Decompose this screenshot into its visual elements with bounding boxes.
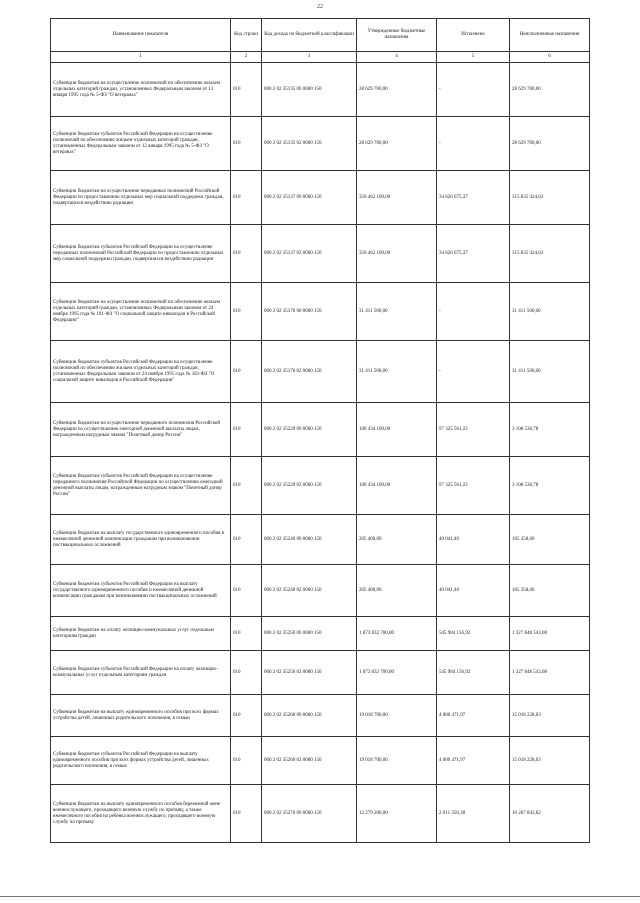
- executed-amount: -: [437, 283, 510, 341]
- income-code: 000 2 02 35240 02 0000 150: [262, 565, 357, 617]
- line-code: 010: [231, 565, 262, 617]
- line-code: 010: [231, 785, 262, 843]
- approved-amount: 350 462 100,00: [357, 225, 437, 283]
- executed-amount: 97 325 561,22: [437, 457, 510, 515]
- approved-amount: 19 018 700,00: [357, 737, 437, 785]
- approved-amount: 100 434 100,00: [357, 457, 437, 515]
- approved-amount: 350 462 100,00: [357, 171, 437, 225]
- line-code: 010: [231, 695, 262, 737]
- indicator-name: Субвенции бюджетам на оплату жилищно-коммунальных услуг отдельным категориям граждан: [51, 617, 231, 651]
- unexecuted-amount: 165 358,60: [510, 565, 590, 617]
- income-code: 000 2 02 35135 00 0000 150: [262, 63, 357, 117]
- approved-amount: 205 400,00: [357, 565, 437, 617]
- income-code: 000 2 02 35250 00 0000 150: [262, 617, 357, 651]
- income-code: 000 2 02 35137 02 0000 150: [262, 225, 357, 283]
- indicator-name: Субвенции бюджетам на выплату единовременного пособия при всех формах устройства детей, лишенных родительского попечения, в семью: [51, 695, 231, 737]
- income-code: 000 2 02 35176 00 0000 150: [262, 283, 357, 341]
- income-code: 000 2 02 35137 00 0000 150: [262, 171, 357, 225]
- approved-amount: 12 279 200,00: [357, 785, 437, 843]
- approved-amount: 1 873 832 700,00: [357, 651, 437, 695]
- column-number: 6: [510, 52, 590, 63]
- executed-amount: -: [437, 341, 510, 403]
- unexecuted-amount: 10 267 843,62: [510, 785, 590, 843]
- table-row: [51, 785, 590, 843]
- column-number: 2: [231, 52, 262, 63]
- executed-amount: -: [437, 117, 510, 171]
- executed-amount: 40 041,40: [437, 565, 510, 617]
- line-code: 010: [231, 737, 262, 785]
- line-code: 010: [231, 403, 262, 457]
- column-number: 5: [437, 52, 510, 63]
- unexecuted-amount: 28 629 700,00: [510, 117, 590, 171]
- unexecuted-amount: 31 411 500,00: [510, 283, 590, 341]
- table-row: [51, 737, 590, 785]
- executed-amount: 34 626 675,37: [437, 225, 510, 283]
- table-row: [51, 617, 590, 651]
- table-header-row: [51, 19, 590, 52]
- header-unexecuted: Неисполненные назначения: [510, 19, 590, 52]
- table-row: [51, 225, 590, 283]
- indicator-name: Субвенции бюджетам на осуществление полномочий по обеспечению жильем отдельных категорий граждан, установленных Федеральным законом от 12 января 1995 года № 5-ФЗ "О ветеранах": [51, 63, 231, 117]
- unexecuted-amount: 1 327 848 543,08: [510, 651, 590, 695]
- indicator-name: Субвенции бюджетам на осуществление полномочий по обеспечению жильем отдельных категорий граждан, установленных Федеральным законом от 24 ноября 1995 года № 181-ФЗ "О социальной защите инвалидов в Российской Федерации": [51, 283, 231, 341]
- table-row: [51, 341, 590, 403]
- income-code: 000 2 02 35240 00 0000 150: [262, 515, 357, 565]
- indicator-name: Субвенции бюджетам на выплату государственного единовременного пособия и ежемесячной денежной компенсации гражданам при возникновении поствакцинальных осложнений: [51, 515, 231, 565]
- table-row: [51, 283, 590, 341]
- unexecuted-amount: 315 835 424,63: [510, 171, 590, 225]
- income-code: 000 2 02 35260 02 0000 150: [262, 737, 357, 785]
- header-approved: Утвержденные бюджетные назначения: [357, 19, 437, 52]
- income-code: 000 2 02 35220 00 0000 150: [262, 403, 357, 457]
- executed-amount: 545 984 156,92: [437, 651, 510, 695]
- indicator-name: Субвенции бюджетам субъектов Российской Федерации на осуществление переданного полномочия Российской Федерации по осуществлению ежегодной денежной выплаты лицам, награжденным нагрудным знаком "Почетный донор России": [51, 457, 231, 515]
- executed-amount: 4 000 471,97: [437, 695, 510, 737]
- unexecuted-amount: 3 108 538,78: [510, 403, 590, 457]
- table-row: [51, 565, 590, 617]
- indicator-name: Субвенции бюджетам субъектов Российской Федерации на оплату жилищно-коммунальных услуг отдельным категориям граждан: [51, 651, 231, 695]
- income-code: 000 2 02 35176 02 0000 150: [262, 341, 357, 403]
- line-code: 010: [231, 651, 262, 695]
- table-row: [51, 515, 590, 565]
- line-code: 010: [231, 457, 262, 515]
- unexecuted-amount: 315 835 424,63: [510, 225, 590, 283]
- table-row: [51, 695, 590, 737]
- income-code: 000 2 02 35250 02 0000 150: [262, 651, 357, 695]
- table-row: [51, 117, 590, 171]
- executed-amount: 34 626 675,37: [437, 171, 510, 225]
- approved-amount: 31 411 500,00: [357, 283, 437, 341]
- income-code: 000 2 02 35270 00 0000 150: [262, 785, 357, 843]
- indicator-name: Субвенции бюджетам на выплату единовременного пособия беременной жене военнослужащего, проходящего военную службу по призыву, а также ежемесячного пособия на ребенка военнослужащего, проходящего военную службу по призыву: [51, 785, 231, 843]
- unexecuted-amount: 3 108 538,78: [510, 457, 590, 515]
- approved-amount: 100 434 100,00: [357, 403, 437, 457]
- approved-amount: 1 873 832 700,00: [357, 617, 437, 651]
- executed-amount: 2 011 356,38: [437, 785, 510, 843]
- table-row: [51, 403, 590, 457]
- income-code: 000 2 02 35260 00 0000 150: [262, 695, 357, 737]
- header-line-code: Код строки: [231, 19, 262, 52]
- table-row: [51, 63, 590, 117]
- executed-amount: 97 325 561,22: [437, 403, 510, 457]
- table-row: [51, 651, 590, 695]
- line-code: 010: [231, 225, 262, 283]
- line-code: 010: [231, 171, 262, 225]
- header-executed: Исполнено: [437, 19, 510, 52]
- unexecuted-amount: 15 018 228,03: [510, 737, 590, 785]
- line-code: 010: [231, 283, 262, 341]
- income-code: 000 2 02 35135 02 0000 150: [262, 117, 357, 171]
- line-code: 010: [231, 617, 262, 651]
- indicator-name: Субвенции бюджетам субъектов Российской Федерации на осуществление полномочий по обеспечению жильем отдельных категорий граждан, установленных Федеральным законом от 12 января 1995 года № 5-ФЗ "О ветеранах": [51, 117, 231, 171]
- page-number: 22: [317, 4, 323, 10]
- unexecuted-amount: 1 327 848 543,08: [510, 617, 590, 651]
- indicator-name: Субвенции бюджетам на осуществление переданных полномочий Российской Федерации по предоставлению отдельных мер социальной поддержки граждан, подвергшихся воздействию радиации: [51, 171, 231, 225]
- indicator-name: Субвенции бюджетам субъектов Российской Федерации на осуществление переданных полномочий Российской Федерации по предоставлению отдельных мер социальной поддержки граждан, подвергшихся воздействию радиации: [51, 225, 231, 283]
- header-indicator-name: Наименование показателя: [51, 19, 231, 52]
- column-number: 3: [262, 52, 357, 63]
- indicator-name: Субвенции бюджетам на осуществление переданного полномочия Российской Федерации по осуществлению ежегодной денежной выплаты лицам, награжденным нагрудным знаком "Почетный донор России": [51, 403, 231, 457]
- line-code: 010: [231, 63, 262, 117]
- column-number: 4: [357, 52, 437, 63]
- page-bottom-rule: [0, 896, 640, 897]
- table-row: [51, 171, 590, 225]
- budget-execution-table: [50, 18, 590, 843]
- unexecuted-amount: 28 629 700,00: [510, 63, 590, 117]
- approved-amount: 31 411 500,00: [357, 341, 437, 403]
- approved-amount: 28 629 700,00: [357, 63, 437, 117]
- executed-amount: 545 984 156,92: [437, 617, 510, 651]
- line-code: 010: [231, 117, 262, 171]
- executed-amount: 4 000 471,97: [437, 737, 510, 785]
- executed-amount: 40 041,40: [437, 515, 510, 565]
- income-code: 000 2 02 35220 02 0000 150: [262, 457, 357, 515]
- unexecuted-amount: 31 411 500,00: [510, 341, 590, 403]
- indicator-name: Субвенции бюджетам субъектов Российской Федерации на выплату государственного единовременного пособия и ежемесячной денежной компенсации гражданам при возникновении поствакцинальных осложнений: [51, 565, 231, 617]
- approved-amount: 205 400,00: [357, 515, 437, 565]
- table-row: [51, 457, 590, 515]
- column-number-row: [51, 52, 590, 63]
- unexecuted-amount: 165 358,60: [510, 515, 590, 565]
- unexecuted-amount: 15 018 228,03: [510, 695, 590, 737]
- line-code: 010: [231, 515, 262, 565]
- executed-amount: -: [437, 63, 510, 117]
- line-code: 010: [231, 341, 262, 403]
- approved-amount: 28 629 700,00: [357, 117, 437, 171]
- approved-amount: 19 018 700,00: [357, 695, 437, 737]
- indicator-name: Субвенции бюджетам субъектов Российской Федерации на выплату единовременного пособия при всех формах устройства детей, лишенных родительского попечения, в семью: [51, 737, 231, 785]
- header-income-code: Код дохода по бюджетной классификации: [262, 19, 357, 52]
- column-number: 1: [51, 52, 231, 63]
- indicator-name: Субвенции бюджетам субъектов Российской Федерации на осуществление полномочий по обеспечению жильем отдельных категорий граждан, установленных Федеральным законом от 24 ноября 1995 года № 181-ФЗ "О социальной защите инвалидов в Российской Федерации": [51, 341, 231, 403]
